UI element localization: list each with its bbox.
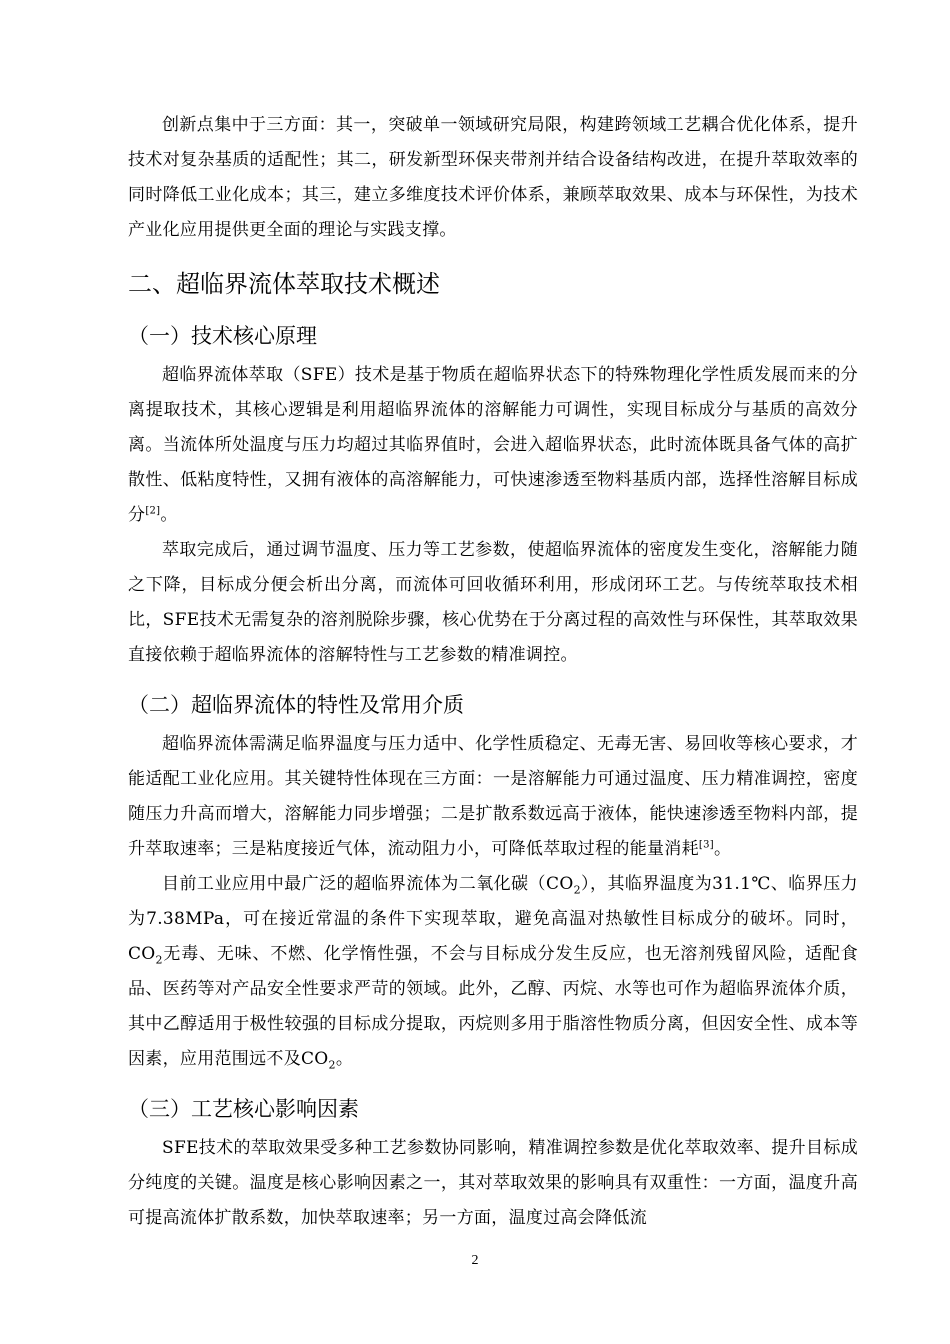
section-heading: 二、超临界流体萃取技术概述 [128,270,440,298]
paragraph-text: 。 [335,1049,354,1069]
paragraph [128,867,858,1077]
citation-ref: [3] [698,839,714,851]
intro-paragraph: 创新点集中于三方面：其一，突破单一领域研究局限，构建跨领域工艺耦合优化体系，提升技术对复杂基质的适配性；其二，研发新型环保夹带剂并结合设备结构改进，在提升萃取效率的同时降低工业化成本；其三，建立多维度技术评价体系，兼顾萃取效果、成本与环保性，为技术产业化应用提供更全面的理论与实践支撑。 [128,115,858,240]
paragraph-text: 目前工业应用中最广泛的超临界流体为二氧化碳（CO [162,874,574,894]
page-number: 2 [471,1253,479,1268]
paragraph [128,727,858,867]
paragraph-text: 。 [160,505,178,525]
paragraph-text: 。 [713,839,732,859]
citation-ref: [2] [145,505,161,517]
paragraph [128,358,858,533]
subscript: 2 [328,1058,336,1072]
subscript: 2 [573,883,581,897]
paragraph: 萃取完成后，通过调节温度、压力等工艺参数，使超临界流体的密度发生变化，溶解能力随之下降，目标成分便会析出分离，而流体可回收循环利用，形成闭环工艺。与传统萃取技术相比，SFE技术无需复杂的溶剂脱除步骤，核心优势在于分离过程的高效性与环保性，其萃取效果直接依赖于超临界流体的溶解特性与工艺参数的精准调控。 [128,540,858,665]
subsection-heading-factors: （三）工艺核心影响因素 [128,1097,359,1121]
subscript: 2 [155,953,163,967]
paragraph-text: 超临界流体需满足临界温度与压力适中、化学性质稳定、无毒无害、易回收等核心要求，才能适配工业化应用。其关键特性体现在三方面：一是溶解能力可通过温度、压力精准调控，密度随压力升高而增大，溶解能力同步增强；二是扩散系数远高于液体，能快速渗透至物料内部，提升萃取速率；三是粘度接近气体，流动阻力小，可降低萃取过程的能量消耗 [128,734,858,859]
subsection-heading-principle: （一）技术核心原理 [128,324,317,348]
subsection-heading-properties: （二）超临界流体的特性及常用介质 [128,693,464,717]
paragraph-text: ），其临界温度为31.1℃、临界压力为7.38MPa，可在接近常温的条件下实现萃取，避免高温对热敏性目标成分的破坏。同时，CO [128,874,858,964]
paragraph-text: 超临界流体萃取（SFE）技术是基于物质在超临界状态下的特殊物理化学性质发展而来的分离提取技术，其核心逻辑是利用超临界流体的溶解能力可调性，实现目标成分与基质的高效分离。当流体所处温度与压力均超过其临界值时，会进入超临界状态，此时流体既具备气体的高扩散性、低粘度特性，又拥有液体的高溶解能力，可快速渗透至物料基质内部，选择性溶解目标成分 [128,365,858,525]
page-content [128,108,858,1236]
paragraph-text: 无毒、无味、不燃、化学惰性强，不会与目标成分发生反应，也无溶剂残留风险，适配食品、医药等对产品安全性要求严苛的领域。此外，乙醇、丙烷、水等也可作为超临界流体介质，其中乙醇适用于极性较强的目标成分提取，丙烷则多用于脂溶性物质分离，但因安全性、成本等因素，应用范围远不及CO [128,944,858,1069]
paragraph: SFE技术的萃取效果受多种工艺参数协同影响，精准调控参数是优化萃取效率、提升目标成分纯度的关键。温度是核心影响因素之一，其对萃取效果的影响具有双重性：一方面，温度升高可提高流体扩散系数，加快萃取速率；另一方面，温度过高会降低流 [128,1138,858,1228]
